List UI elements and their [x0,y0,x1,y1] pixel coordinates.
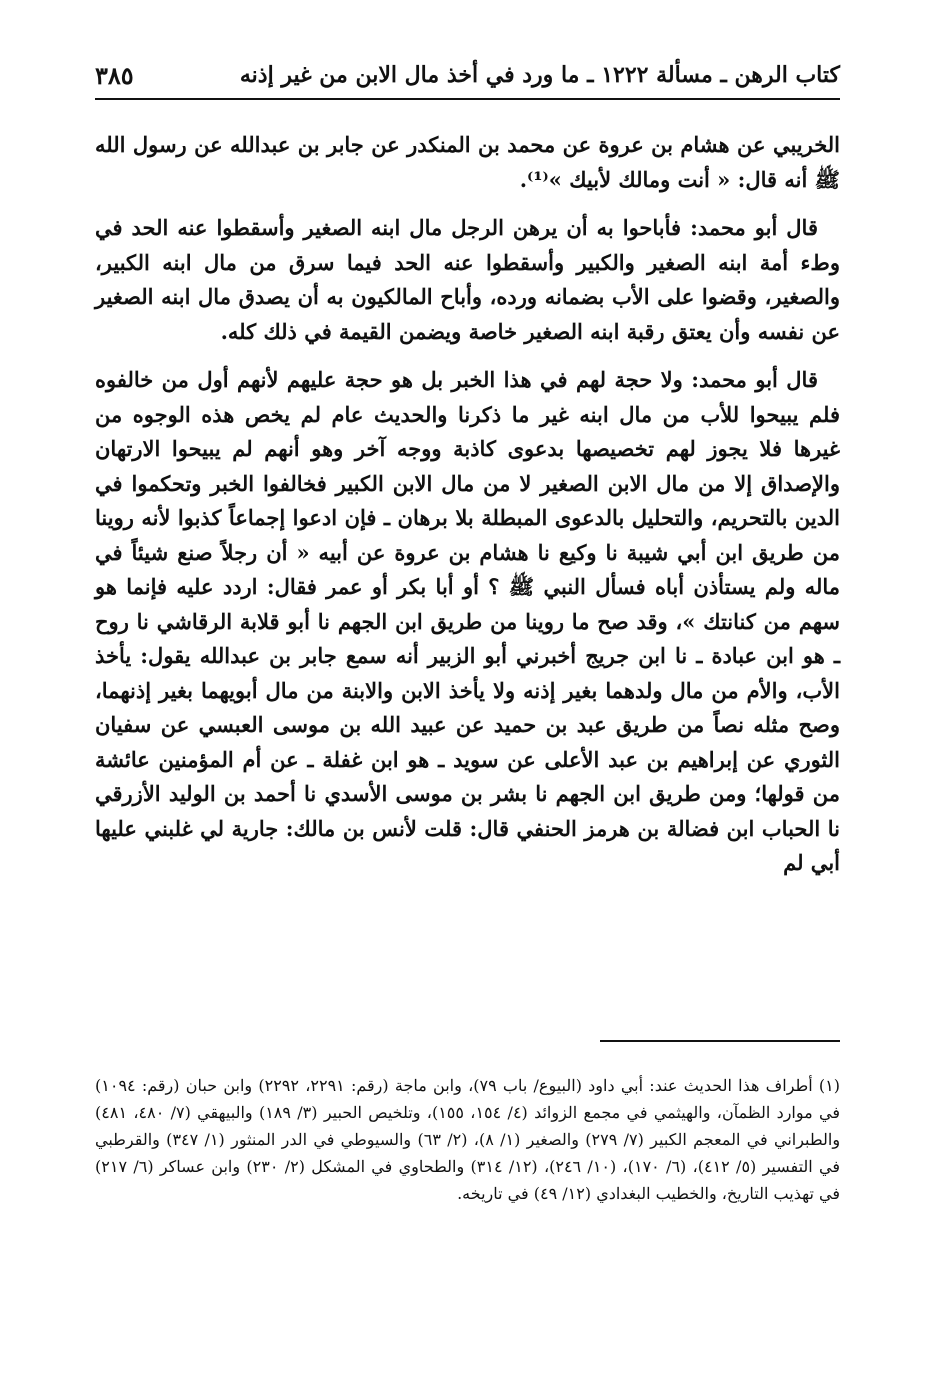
main-text [95,128,840,895]
footnote-separator [600,1040,840,1042]
paragraph-hadith: الخريبي عن هشام بن عروة عن محمد بن المنكدر عن جابر بن عبدالله عن رسول الله ﷺ أنه قال: « أنت ومالك لأبيك »⁽¹⁾. [95,132,840,192]
paragraph-abu-muhammad-1: قال أبو محمد: فأباحوا به أن يرهن الرجل مال ابنه الصغير وأسقطوا عنه الحد في وطء أمة ابنه الصغير والكبير وأسقطوا عنه الحد فيما سرق من مال ابنه الكبير، والصغير، وقضوا على الأب بضمانه ورده، وأباح المالكيون به أن يصدق مال ابنه الصغير عن نفسه وأن يعتق رقبة ابنه الصغير خاصة ويضمن القيمة في ذلك كله. [95,215,840,344]
running-header [95,52,840,100]
page-number: ٣٨٥ [95,60,134,90]
header-title: كتاب الرهن ـ مسألة ١٢٢٢ ـ ما ورد في أخذ مال الابن من غير إذنه [239,62,840,88]
footnotes [95,1072,840,1207]
paragraph-abu-muhammad-2: قال أبو محمد: ولا حجة لهم في هذا الخبر بل هو حجة عليهم لأنهم أول من خالفوه فلم يبيحوا للأب من مال ابنه غير ما ذكرنا والحديث عام لم يخص هذه الوجوه من غيرها فلا يجوز لهم تخصيصها بدعوى كاذبة ووجه آخر وهو أنهم لم يبيحوا الارتهان والإصداق إلا من مال الابن الصغير لا من مال الابن الكبير فخالفوا الخبر وتحكموا في الدين بالتحريم، والتحليل بالدعوى المبطلة بلا برهان ـ فإن ادعوا إجماعاً كذبوا لأنه روينا من طريق ابن أبي شيبة نا وكيع نا هشام بن عروة عن أبيه « أن رجلاً صنع شيئاً في ماله ولم يستأذن أباه فسأل النبي ﷺ ؟ أو أبا بكر أو عمر فقال: اردد عليه فإنما هو سهم من كنانتك »، وقد صح ما روينا من طريق ابن الجهم نا أبو قلابة الرقاشي نا روح ـ هو ابن عبادة ـ نا ابن جريج أخبرني أبو الزبير أنه سمع جابر بن عبدالله يقول: يأخذ الأب، والأم من مال ولدهما بغير إذنه ولا يأخذ الابن والابنة من مال أبويهما بغير إذنهما، وصح مثله نصاً من طريق عبد بن حميد عن عبيد الله بن موسى العبسي عن سفيان الثوري عن إبراهيم بن عبد الأعلى عن سويد ـ هو ابن غفلة ـ عن أم المؤمنين عائشة من قولها؛ ومن طريق ابن الجهم نا بشر بن موسى الأسدي نا أحمد بن الوليد الأزرقي نا الحباب ابن فضالة بن هرمز الحنفي قال: قلت لأنس بن مالك: جارية لي غلبني عليها أبي لم [95,367,840,875]
footnote-1: (١) أطراف هذا الحديث عند: أبي داود (البيوع/ باب ٧٩)، وابن ماجة (رقم: ٢٢٩١، ٢٢٩٢) وابن حبان (رقم: ١٠٩٤) في موارد الظمآن، والهيثمي في مجمع الزوائد (٤/ ١٥٤، ١٥٥)، وتلخيص الحبير (٣/ ١٨٩) والبيهقي (٧/ ٤٨٠، ٤٨١) والطبراني في المعجم الكبير (٧/ ٢٧٩) والصغير (١/ ٨)، (٢/ ٦٣) والسيوطي في الدر المنثور (١/ ٣٤٧) والقرطبي في التفسير (٥/ ٤١٢)، (٦/ ١٧٠)، (١٠/ ٢٤٦)، (١٢/ ٣١٤) والطحاوي في المشكل (٢/ ٢٣٠) وابن عساكر (٦/ ٢١٧) في تهذيب التاريخ، والخطيب البغدادي (١٢/ ٤٩) في تاريخه. [95,1076,841,1203]
